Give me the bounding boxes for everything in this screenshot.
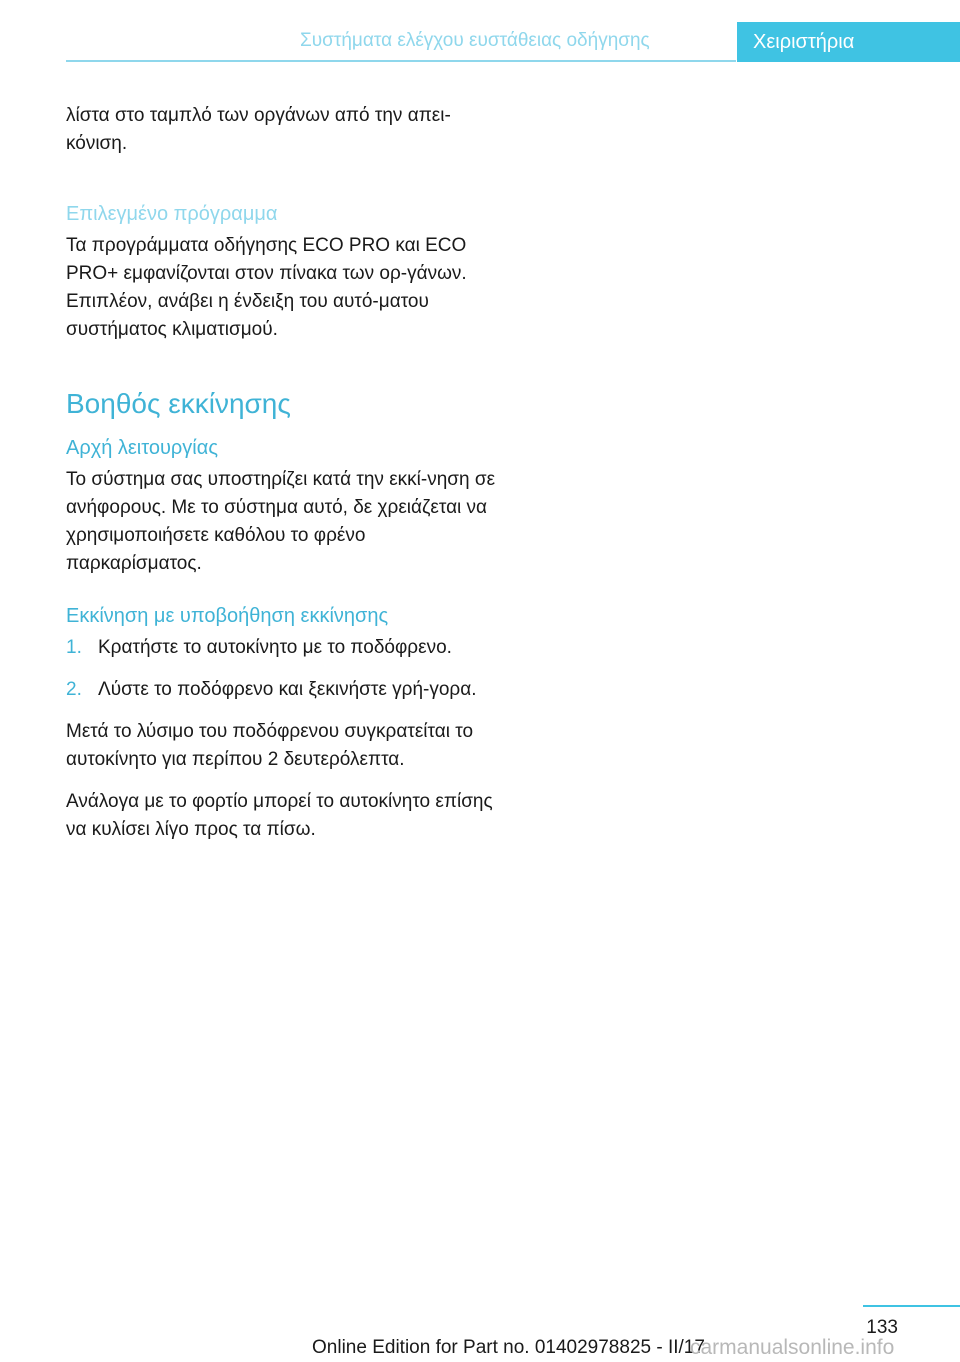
step-number: 1. xyxy=(66,637,82,658)
step-number: 2. xyxy=(66,679,82,700)
start-assist-heading: Εκκίνηση με υποβοήθηση εκκίνησης xyxy=(66,605,389,627)
step-item xyxy=(66,676,496,704)
page-number: 133 xyxy=(866,1317,898,1338)
principle-paragraph: Το σύστημα σας υποστηρίζει κατά την εκκί-νηση σε ανήφορους. Με το σύστημα αυτό, δε χρειάζεται να χρησιμοποιήσετε καθόλου το φρένο παρκαρίσματος. xyxy=(66,469,496,574)
principle-heading: Αρχή λειτουργίας xyxy=(66,437,218,459)
step-item xyxy=(66,634,496,662)
intro-paragraph: λίστα στο ταμπλό των οργάνων από την απει-κόνιση. xyxy=(66,105,451,154)
selected-program-heading: Επιλεγμένο πρόγραμμα xyxy=(66,203,278,225)
load-paragraph: Ανάλογα με το φορτίο μπορεί το αυτοκίνητο επίσης να κυλίσει λίγο προς τα πίσω. xyxy=(66,791,493,840)
page-content xyxy=(66,102,496,844)
selected-program-paragraph: Τα προγράμματα οδήγησης ECO PRO και ECO PRO+ εμφανίζονται στον πίνακα των ορ-γάνων. Επιπλέον, ανάβει η ένδειξη του αυτό-ματου συστήματος κλιματισμού. xyxy=(66,235,467,340)
page-number-rule xyxy=(863,1305,960,1307)
step-text: Κρατήστε το αυτοκίνητο με το ποδόφρενο. xyxy=(98,637,452,658)
after-release-paragraph: Μετά το λύσιμο του ποδόφρενου συγκρατείται το αυτοκίνητο για περίπου 2 δευτερόλεπτα. xyxy=(66,721,474,770)
header-chapter-tab: Χειριστήρια xyxy=(737,22,960,62)
step-text: Λύστε το ποδόφρενο και ξεκινήστε γρή-γορα. xyxy=(98,679,477,700)
section-title: Βοηθός εκκίνησης xyxy=(66,388,291,419)
edition-footer: Online Edition for Part no. 01402978825 - II/17 xyxy=(312,1337,705,1358)
page-header xyxy=(0,0,960,62)
watermark: carmanualsonline.info xyxy=(690,1336,895,1359)
header-divider xyxy=(66,60,736,62)
header-section-title: Συστήματα ελέγχου ευστάθειας οδήγησης xyxy=(300,30,650,51)
